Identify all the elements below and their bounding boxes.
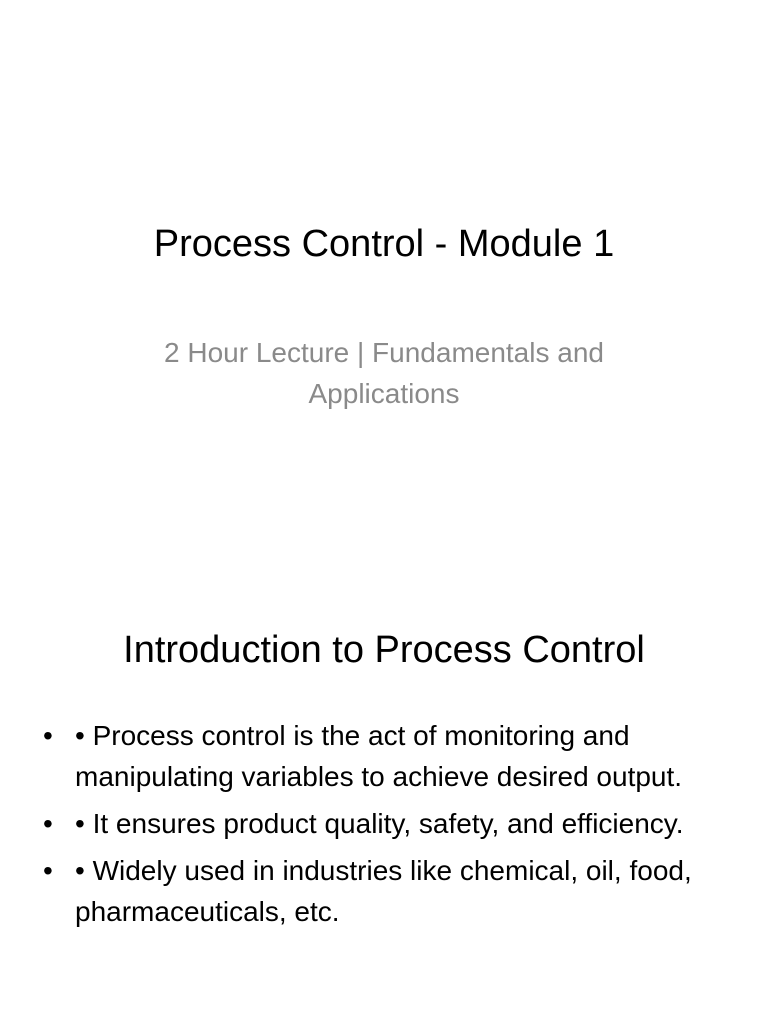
bullet-text: • Widely used in industries like chemical, oil, food, pharmaceuticals, etc.	[75, 855, 692, 927]
section-heading: Introduction to Process Control	[123, 629, 645, 671]
bullet-list	[38, 715, 728, 938]
list-item	[38, 803, 728, 844]
list-item	[38, 850, 728, 932]
bullet-text: • It ensures product quality, safety, and efficiency.	[75, 808, 684, 839]
bullet-text: • Process control is the act of monitoring and manipulating variables to achieve desired output.	[75, 720, 683, 792]
list-item	[38, 715, 728, 797]
bullet-marker: •	[43, 855, 53, 886]
slide-subtitle: 2 Hour Lecture | Fundamentals and Applications	[164, 337, 604, 409]
slide-title: Process Control - Module 1	[153, 223, 615, 265]
bullet-marker: •	[43, 720, 53, 751]
bullet-marker: •	[43, 808, 53, 839]
